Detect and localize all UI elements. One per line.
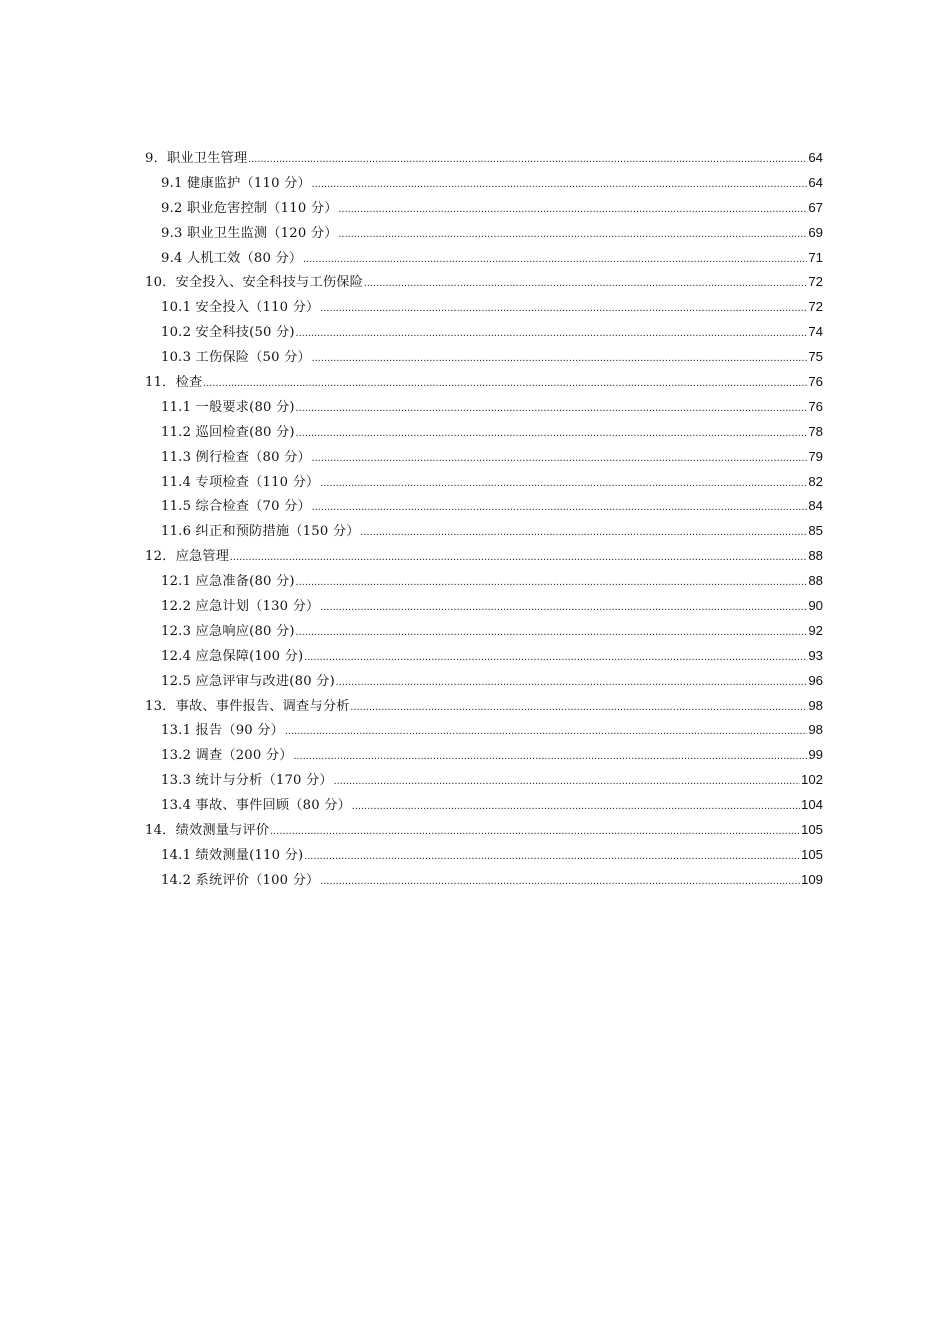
toc-section-entry[interactable] xyxy=(145,644,823,669)
toc-chapter-entry[interactable] xyxy=(145,544,823,569)
toc-entry-page-number: 71 xyxy=(808,249,823,265)
toc-dot-leader xyxy=(312,447,807,472)
toc-entry-page-number: 69 xyxy=(808,224,823,240)
toc-chapter-entry[interactable] xyxy=(145,370,823,395)
toc-entry-title: 13.2 调查（200 分） xyxy=(161,748,293,764)
toc-entry-title: 9.3 职业卫生监测（120 分） xyxy=(161,225,338,241)
toc-chapter-entry[interactable] xyxy=(145,818,823,843)
toc-section-entry[interactable] xyxy=(145,594,823,619)
toc-dot-leader xyxy=(296,397,808,422)
toc-dot-leader xyxy=(248,148,807,173)
toc-dot-leader xyxy=(351,696,808,721)
toc-entry-title: 13.4 事故、事件回顾（80 分） xyxy=(161,798,352,814)
toc-entry-page-number: 88 xyxy=(808,548,823,564)
toc-section-entry[interactable] xyxy=(145,669,823,694)
toc-dot-leader xyxy=(304,646,807,671)
toc-entry-page-number: 92 xyxy=(808,622,823,638)
toc-entry-title: 11.5 综合检查（70 分） xyxy=(161,499,311,515)
toc-dot-leader xyxy=(364,272,807,297)
toc-dot-leader xyxy=(294,745,808,770)
toc-dot-leader xyxy=(296,422,808,447)
toc-dot-leader xyxy=(303,248,807,273)
toc-entry-title: 10.1 安全投入（110 分） xyxy=(161,300,320,316)
toc-dot-leader xyxy=(296,621,808,646)
toc-dot-leader xyxy=(339,223,808,248)
toc-entry-page-number: 72 xyxy=(808,274,823,290)
toc-entry-title: 9.4 人机工效（80 分） xyxy=(161,250,303,266)
toc-entry-page-number: 96 xyxy=(808,672,823,688)
toc-entry-title: 14.2 系统评价（100 分） xyxy=(161,872,320,888)
toc-entry-title: 12．应急管理 xyxy=(145,549,230,565)
toc-entry-page-number: 76 xyxy=(808,398,823,414)
toc-entry-title: 11.6 纠正和预防措施（150 分） xyxy=(161,524,360,540)
toc-entry-page-number: 98 xyxy=(808,722,823,738)
toc-entry-title: 12.5 应急评审与改进(80 分) xyxy=(161,673,335,689)
toc-entry-title: 12.1 应急准备(80 分) xyxy=(161,574,295,590)
toc-dot-leader xyxy=(270,820,800,845)
toc-entry-page-number: 64 xyxy=(808,174,823,190)
toc-entry-page-number: 102 xyxy=(800,772,823,788)
toc-entry-title: 10．安全投入、安全科技与工伤保险 xyxy=(145,275,363,291)
toc-entry-title: 10.3 工伤保险（50 分） xyxy=(161,350,311,366)
toc-entry-page-number: 98 xyxy=(808,697,823,713)
toc-entry-title: 12.2 应急计划（130 分） xyxy=(161,599,320,615)
toc-chapter-entry[interactable] xyxy=(145,270,823,295)
toc-entry-title: 13.3 统计与分析（170 分） xyxy=(161,773,333,789)
toc-dot-leader xyxy=(336,671,807,696)
toc-section-entry[interactable] xyxy=(145,768,823,793)
toc-entry-page-number: 82 xyxy=(808,473,823,489)
toc-entry-title: 11．检查 xyxy=(145,375,203,391)
toc-entry-title: 11.3 例行检查（80 分） xyxy=(161,449,311,465)
toc-dot-leader xyxy=(312,347,807,372)
toc-section-entry[interactable] xyxy=(145,868,823,893)
toc-section-entry[interactable] xyxy=(145,171,823,196)
toc-entry-title: 13.1 报告（90 分） xyxy=(161,723,285,739)
toc-dot-leader xyxy=(285,720,807,745)
toc-chapter-entry[interactable] xyxy=(145,146,823,171)
toc-entry-title: 14．绩效测量与评价 xyxy=(145,823,270,839)
toc-entry-page-number: 72 xyxy=(808,299,823,315)
toc-entry-page-number: 105 xyxy=(800,822,823,838)
toc-dot-leader xyxy=(312,496,807,521)
toc-entry-title: 11.2 巡回检查(80 分) xyxy=(161,424,295,440)
toc-entry-title: 10.2 安全科技(50 分) xyxy=(161,325,295,341)
toc-section-entry[interactable] xyxy=(145,246,823,271)
toc-dot-leader xyxy=(230,546,807,571)
toc-chapter-entry[interactable] xyxy=(145,694,823,719)
toc-section-entry[interactable] xyxy=(145,196,823,221)
toc-entry-title: 11.1 一般要求(80 分) xyxy=(161,399,295,415)
toc-dot-leader xyxy=(334,770,800,795)
toc-dot-leader xyxy=(320,472,807,497)
toc-entry-page-number: 84 xyxy=(808,498,823,514)
toc-dot-leader xyxy=(296,571,808,596)
toc-section-entry[interactable] xyxy=(145,718,823,743)
toc-entry-page-number: 79 xyxy=(808,448,823,464)
toc-section-entry[interactable] xyxy=(145,395,823,420)
toc-entry-page-number: 104 xyxy=(800,797,823,813)
toc-section-entry[interactable] xyxy=(145,470,823,495)
toc-section-entry[interactable] xyxy=(145,345,823,370)
toc-dot-leader xyxy=(320,870,800,895)
toc-section-entry[interactable] xyxy=(145,320,823,345)
toc-entry-title: 11.4 专项检查（110 分） xyxy=(161,474,320,490)
toc-dot-leader xyxy=(296,322,808,347)
toc-section-entry[interactable] xyxy=(145,619,823,644)
toc-entry-title: 13．事故、事件报告、调查与分析 xyxy=(145,698,350,714)
toc-section-entry[interactable] xyxy=(145,221,823,246)
toc-entry-title: 12.4 应急保障(100 分) xyxy=(161,648,304,664)
toc-entry-page-number: 74 xyxy=(808,324,823,340)
toc-dot-leader xyxy=(304,845,800,870)
toc-dot-leader xyxy=(361,521,808,546)
toc-section-entry[interactable] xyxy=(145,420,823,445)
toc-entry-page-number: 76 xyxy=(808,374,823,390)
toc-entry-title: 9.1 健康监护（110 分） xyxy=(161,175,311,191)
toc-section-entry[interactable] xyxy=(145,843,823,868)
toc-section-entry[interactable] xyxy=(145,494,823,519)
toc-entry-page-number: 90 xyxy=(808,598,823,614)
toc-section-entry[interactable] xyxy=(145,295,823,320)
toc-section-entry[interactable] xyxy=(145,519,823,544)
toc-section-entry[interactable] xyxy=(145,445,823,470)
toc-entry-page-number: 67 xyxy=(808,199,823,215)
toc-entry-title: 9．职业卫生管理 xyxy=(145,151,248,166)
toc-entry-title: 9.2 职业危害控制（110 分） xyxy=(161,200,338,216)
toc-dot-leader xyxy=(312,173,807,198)
toc-entry-page-number: 85 xyxy=(808,523,823,539)
toc-dot-leader xyxy=(352,795,800,820)
toc-entry-page-number: 105 xyxy=(800,846,823,862)
toc-entry-page-number: 109 xyxy=(800,871,823,887)
toc-entry-page-number: 88 xyxy=(808,573,823,589)
toc-dot-leader xyxy=(320,297,807,322)
toc-section-entry[interactable] xyxy=(145,569,823,594)
toc-dot-leader xyxy=(339,198,808,223)
table-of-contents xyxy=(145,146,823,893)
toc-entry-title: 14.1 绩效测量(110 分) xyxy=(161,847,304,863)
toc-entry-page-number: 99 xyxy=(808,747,823,763)
toc-section-entry[interactable] xyxy=(145,793,823,818)
toc-entry-page-number: 93 xyxy=(808,647,823,663)
toc-entry-page-number: 64 xyxy=(808,150,823,165)
toc-dot-leader xyxy=(320,596,807,621)
toc-entry-page-number: 75 xyxy=(808,349,823,365)
toc-dot-leader xyxy=(203,372,807,397)
toc-section-entry[interactable] xyxy=(145,743,823,768)
toc-entry-page-number: 78 xyxy=(808,423,823,439)
toc-entry-title: 12.3 应急响应(80 分) xyxy=(161,623,295,639)
